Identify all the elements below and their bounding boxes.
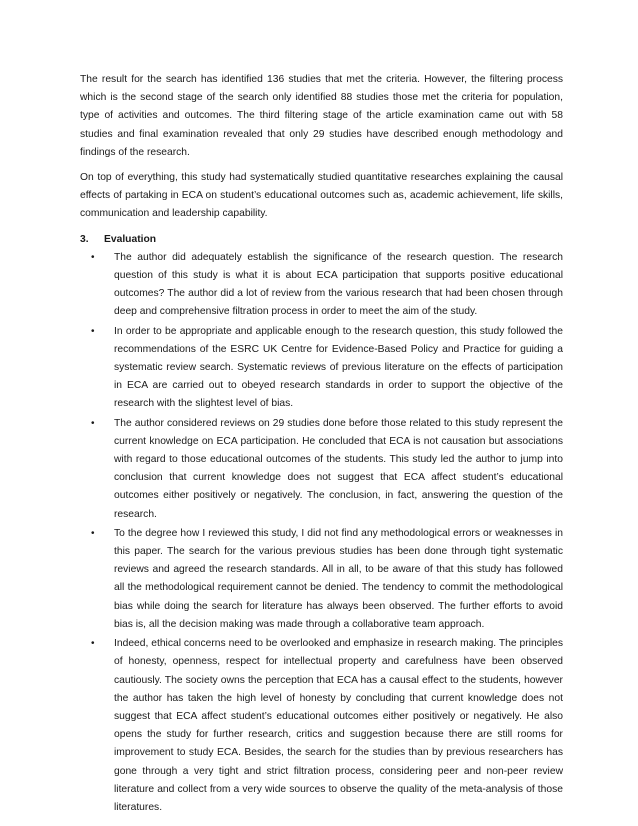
list-item-text: To the degree how I reviewed this study, I did not find any methodological errors or weaknesses in this paper. The search for the various previous studies has been done through tight systematic reviews and agreed the research standards. All in all, to be aware of that this study has followed all the methodological requirement cannot be denied. The tendency to commit the methodological bias while doing the search for literature has always been observed. The further efforts to avoid bias is, all the decision making was made through a collaborative team approach. [114,527,563,630]
list-item [80,635,563,817]
evaluation-bullet-list [80,249,563,817]
section-number: 3. [80,233,89,245]
list-item [80,323,563,414]
list-item-text: Indeed, ethical concerns need to be overlooked and emphasize in research making. The principles of honesty, openness, respect for intellectual property and carefulness have been observed cautiously. The society owns the perception that ECA has a causal effect to the students, however the author has taken the high level of honesty by concluding that current knowledge does not suggest that ECA affect student’s educational outcomes either positively or negatively. He also opens the study for further research, critics and suggestion because there are still rooms for improvement to study ECA. Besides, the search for the studies than by previous researchers has gone through a very tight and strict filtration process, considering peer and non-peer review literature and collect from a very wide sources to observe the quality of the meta-analysis of those literatures. [114,638,563,813]
list-item [80,525,563,634]
paragraph-search-results: The result for the search has identified 136 studies that met the criteria. However, the filtering process which is the second stage of the search only identified 88 studies those met the criteria for population, type of activities and outcomes. The third filtering stage of the article examination came out with 58 studies and final examination revealed that only 29 studies have described enough methodology and findings of the research. [80,74,563,158]
bullet-icon: • [91,325,95,337]
bullet-icon: • [91,251,95,263]
section-title: Evaluation [104,233,157,245]
bullet-icon: • [91,527,95,539]
list-item-text: In order to be appropriate and applicable enough to the research question, this study followed the recommendations of the ESRC UK Centre for Evidence-Based Policy and Practice for guiding a systematic review search. Systematic reviews of previous literature on the effects of participation in ECA are carried out to obeyed research standards in order to support the objective of the research with the slightest level of bias. [114,325,563,410]
section-heading [80,231,563,249]
list-item [80,249,563,322]
bullet-icon: • [91,417,95,429]
list-item-text: The author did adequately establish the significance of the research question. The research question of this study is what it is about ECA participation that supports positive educational outcomes? The author did a lot of review from the various research that had been chosen through deep and comprehensive filtration process in order to meet the aim of the study. [114,251,563,318]
list-item-text: The author considered reviews on 29 studies done before those related to this study represent the current knowledge on ECA participation. He concluded that ECA is not causation but associations with regard to those educational outcomes of the students. This study led the author to jump into conclusion that current knowledge does not suggest that ECA affect student’s educational outcomes either positively or negatively. The conclusion, in fact, answering the question of the research. [114,417,563,520]
paragraph-study-scope: On top of everything, this study had systematically studied quantitative researches explaining the causal effects of partaking in ECA on student’s educational outcomes such as, academic achievement, life skills, communication and leadership capability. [80,172,563,220]
list-item [80,415,563,524]
document-page [80,71,563,818]
bullet-icon: • [91,638,95,650]
